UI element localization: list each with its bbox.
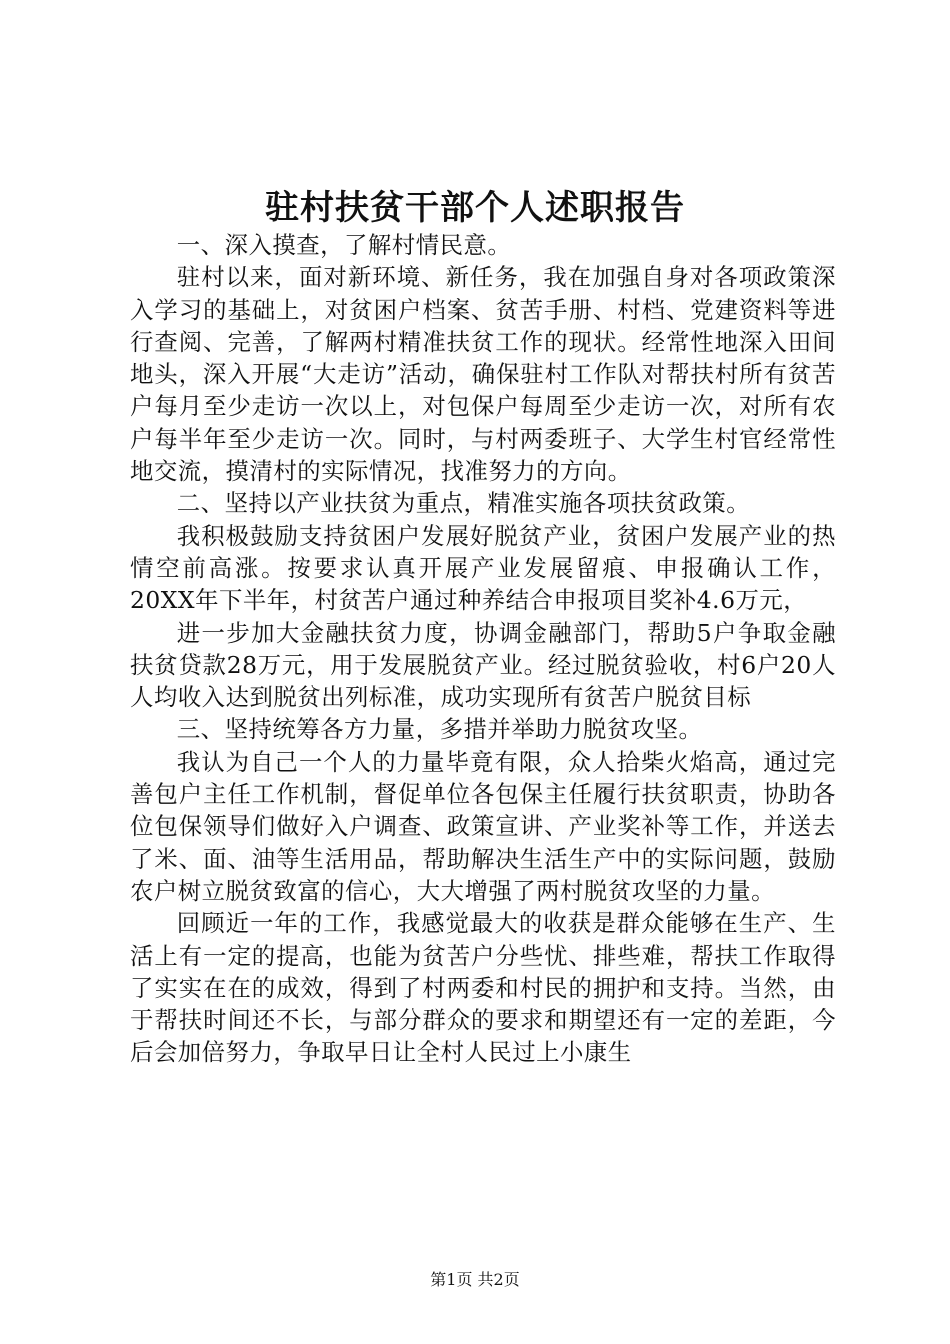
page-number-footer: 第1页 共2页	[430, 1270, 520, 1289]
section-heading-3: 三、坚持统筹各方力量，多措并举助力脱贫攻坚。	[176, 715, 703, 744]
body-paragraph: 我积极鼓励支持贫困户发展好脱贫产业，贫困户发展产业的热情空前高涨。按要求认真开展产业发展留痕、申报确认工作，20XX年下半年，村贫苦户通过种养结合申报项目奖补4.6万元，	[130, 521, 836, 615]
section-heading-2: 二、坚持以产业扶贫为重点，精准实施各项扶贫政策。	[176, 489, 751, 518]
document-body	[130, 229, 836, 1069]
body-paragraph: 进一步加大金融扶贫力度，协调金融部门，帮助5户争取金融扶贫贷款28万元，用于发展脱贫产业。经过脱贫验收，村6户20人人均收入达到脱贫出列标准，成功实现所有贫苦户脱贫目标	[130, 618, 836, 712]
body-paragraph: 回顾近一年的工作，我感觉最大的收获是群众能够在生产、生活上有一定的提高，也能为贫苦户分些忧、排些难，帮扶工作取得了实实在在的成效，得到了村两委和村民的拥护和支持。当然，由于帮扶时间还不长，与部分群众的要求和期望还有一定的差距，今后会加倍努力，争取早日让全村人民过上小康生	[130, 909, 836, 1067]
section-heading-1: 一、深入摸查，了解村情民意。	[176, 231, 512, 259]
body-paragraph: 我认为自己一个人的力量毕竟有限，众人拾柴火焰高，通过完善包户主任工作机制，督促单位各包保主任履行扶贫职责，协助各位包保领导们做好入户调查、政策宣讲、产业奖补等工作，并送去了米、面、油等生活用品，帮助解决生活生产中的实际问题，鼓励农户树立脱贫致富的信心，大大增强了两村脱贫攻坚的力量。	[130, 747, 836, 905]
body-paragraph: 驻村以来，面对新环境、新任务，我在加强自身对各项政策深入学习的基础上，对贫困户档案、贫苦手册、村档、党建资料等进行查阅、完善，了解两村精准扶贫工作的现状。经常性地深入田间地头，深入开展“大走访”活动，确保驻村工作队对帮扶村所有贫苦户每月至少走访一次以上，对包保户每周至少走访一次，对所有农户每半年至少走访一次。同时，与村两委班子、大学生村官经常性地交流，摸清村的实际情况，找准努力的方向。	[130, 263, 836, 486]
document-title: 驻村扶贫干部个人述职报告	[265, 188, 685, 228]
